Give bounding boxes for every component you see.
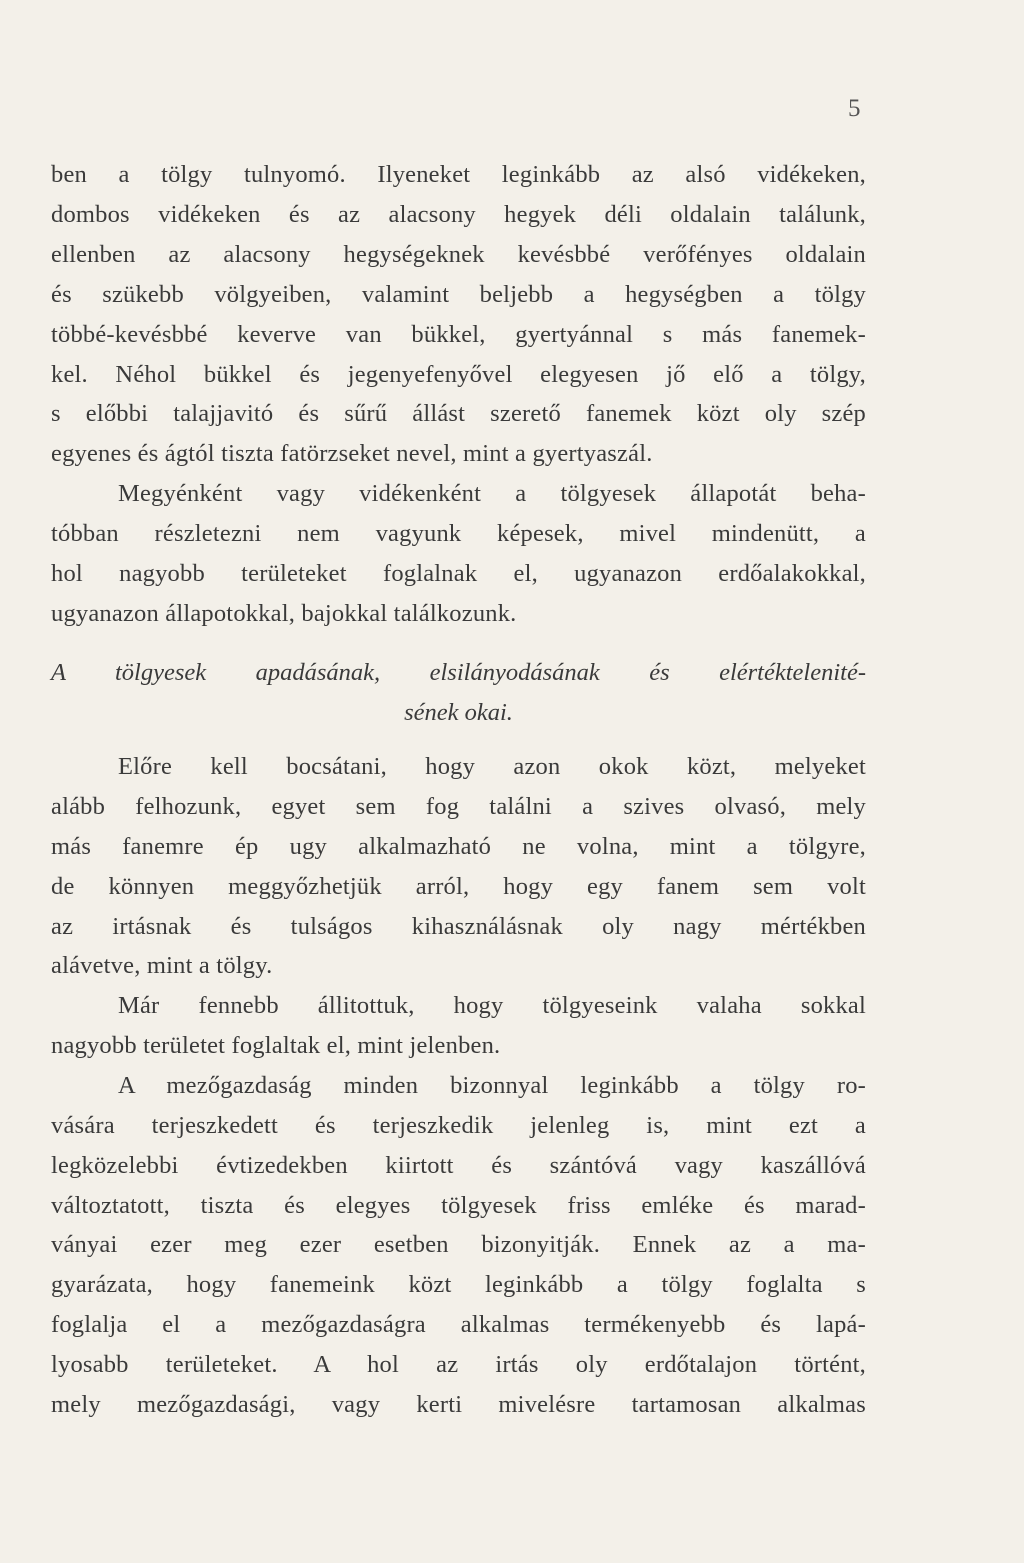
text-line: az irtásnak és tulságos kihasználásnak oly nagy mértékben bbox=[51, 913, 866, 940]
text-line: ványai ezer meg ezer esetben bizonyitják. Ennek az a ma- bbox=[51, 1231, 866, 1258]
text-line: gyarázata, hogy fanemeink közt leginkább a tölgy foglalta s bbox=[51, 1271, 866, 1298]
text-line: változtatott, tiszta és elegyes tölgyesek friss emléke és marad- bbox=[51, 1192, 866, 1219]
text-line: ugyanazon állapotokkal, bajokkal találkozunk. bbox=[51, 600, 517, 627]
text-line: tóbban részletezni nem vagyunk képesek, mivel mindenütt, a bbox=[51, 520, 866, 547]
text-line: Megyénként vagy vidékenként a tölgyesek állapotát beha- bbox=[118, 480, 866, 507]
section-heading: sének okai. bbox=[404, 699, 513, 726]
text-line: legközelebbi évtizedekben kiirtott és szántóvá vagy kaszállóvá bbox=[51, 1152, 866, 1179]
page-number: 5 bbox=[848, 95, 861, 122]
text-line: alávetve, mint a tölgy. bbox=[51, 952, 273, 979]
text-line: nagyobb területet foglaltak el, mint jelenben. bbox=[51, 1032, 501, 1059]
text-line: s előbbi talajjavitó és sűrű állást szerető fanemek közt oly szép bbox=[51, 400, 866, 427]
section-heading: A tölgyesek apadásának, elsilányodásának és elértéktelenité- bbox=[51, 659, 866, 686]
text-line: kel. Néhol bükkel és jegenyefenyővel elegyesen jő elő a tölgy, bbox=[51, 361, 866, 388]
text-line: hol nagyobb területeket foglalnak el, ugyanazon erdőalakokkal, bbox=[51, 560, 866, 587]
text-line: A mezőgazdaság minden bizonnyal leginkább a tölgy ro- bbox=[118, 1072, 866, 1099]
text-line: Már fennebb állitottuk, hogy tölgyeseink valaha sokkal bbox=[118, 992, 866, 1019]
text-line: foglalja el a mezőgazdaságra alkalmas termékenyebb és lapá- bbox=[51, 1311, 866, 1338]
text-line: dombos vidékeken és az alacsony hegyek déli oldalain találunk, bbox=[51, 201, 866, 228]
text-line: alább felhozunk, egyet sem fog találni a szives olvasó, mely bbox=[51, 793, 866, 820]
text-line: ellenben az alacsony hegységeknek kevésbbé verőfényes oldalain bbox=[51, 241, 866, 268]
text-line: de könnyen meggyőzhetjük arról, hogy egy fanem sem volt bbox=[51, 873, 866, 900]
text-line: vására terjeszkedett és terjeszkedik jelenleg is, mint ezt a bbox=[51, 1112, 866, 1139]
text-line: ben a tölgy tulnyomó. Ilyeneket leginkább az alsó vidékeken, bbox=[51, 161, 866, 188]
text-line: lyosabb területeket. A hol az irtás oly erdőtalajon történt, bbox=[51, 1351, 866, 1378]
text-line: egyenes és ágtól tiszta fatörzseket nevel, mint a gyertyaszál. bbox=[51, 440, 653, 467]
text-line: és szükebb völgyeiben, valamint beljebb a hegységben a tölgy bbox=[51, 281, 866, 308]
text-line: más fanemre ép ugy alkalmazható ne volna, mint a tölgyre, bbox=[51, 833, 866, 860]
text-line: többé-kevésbbé keverve van bükkel, gyertyánnal s más fanemek- bbox=[51, 321, 866, 348]
text-line: Előre kell bocsátani, hogy azon okok közt, melyeket bbox=[118, 753, 866, 780]
text-line: mely mezőgazdasági, vagy kerti mivelésre tartamosan alkalmas bbox=[51, 1391, 866, 1418]
